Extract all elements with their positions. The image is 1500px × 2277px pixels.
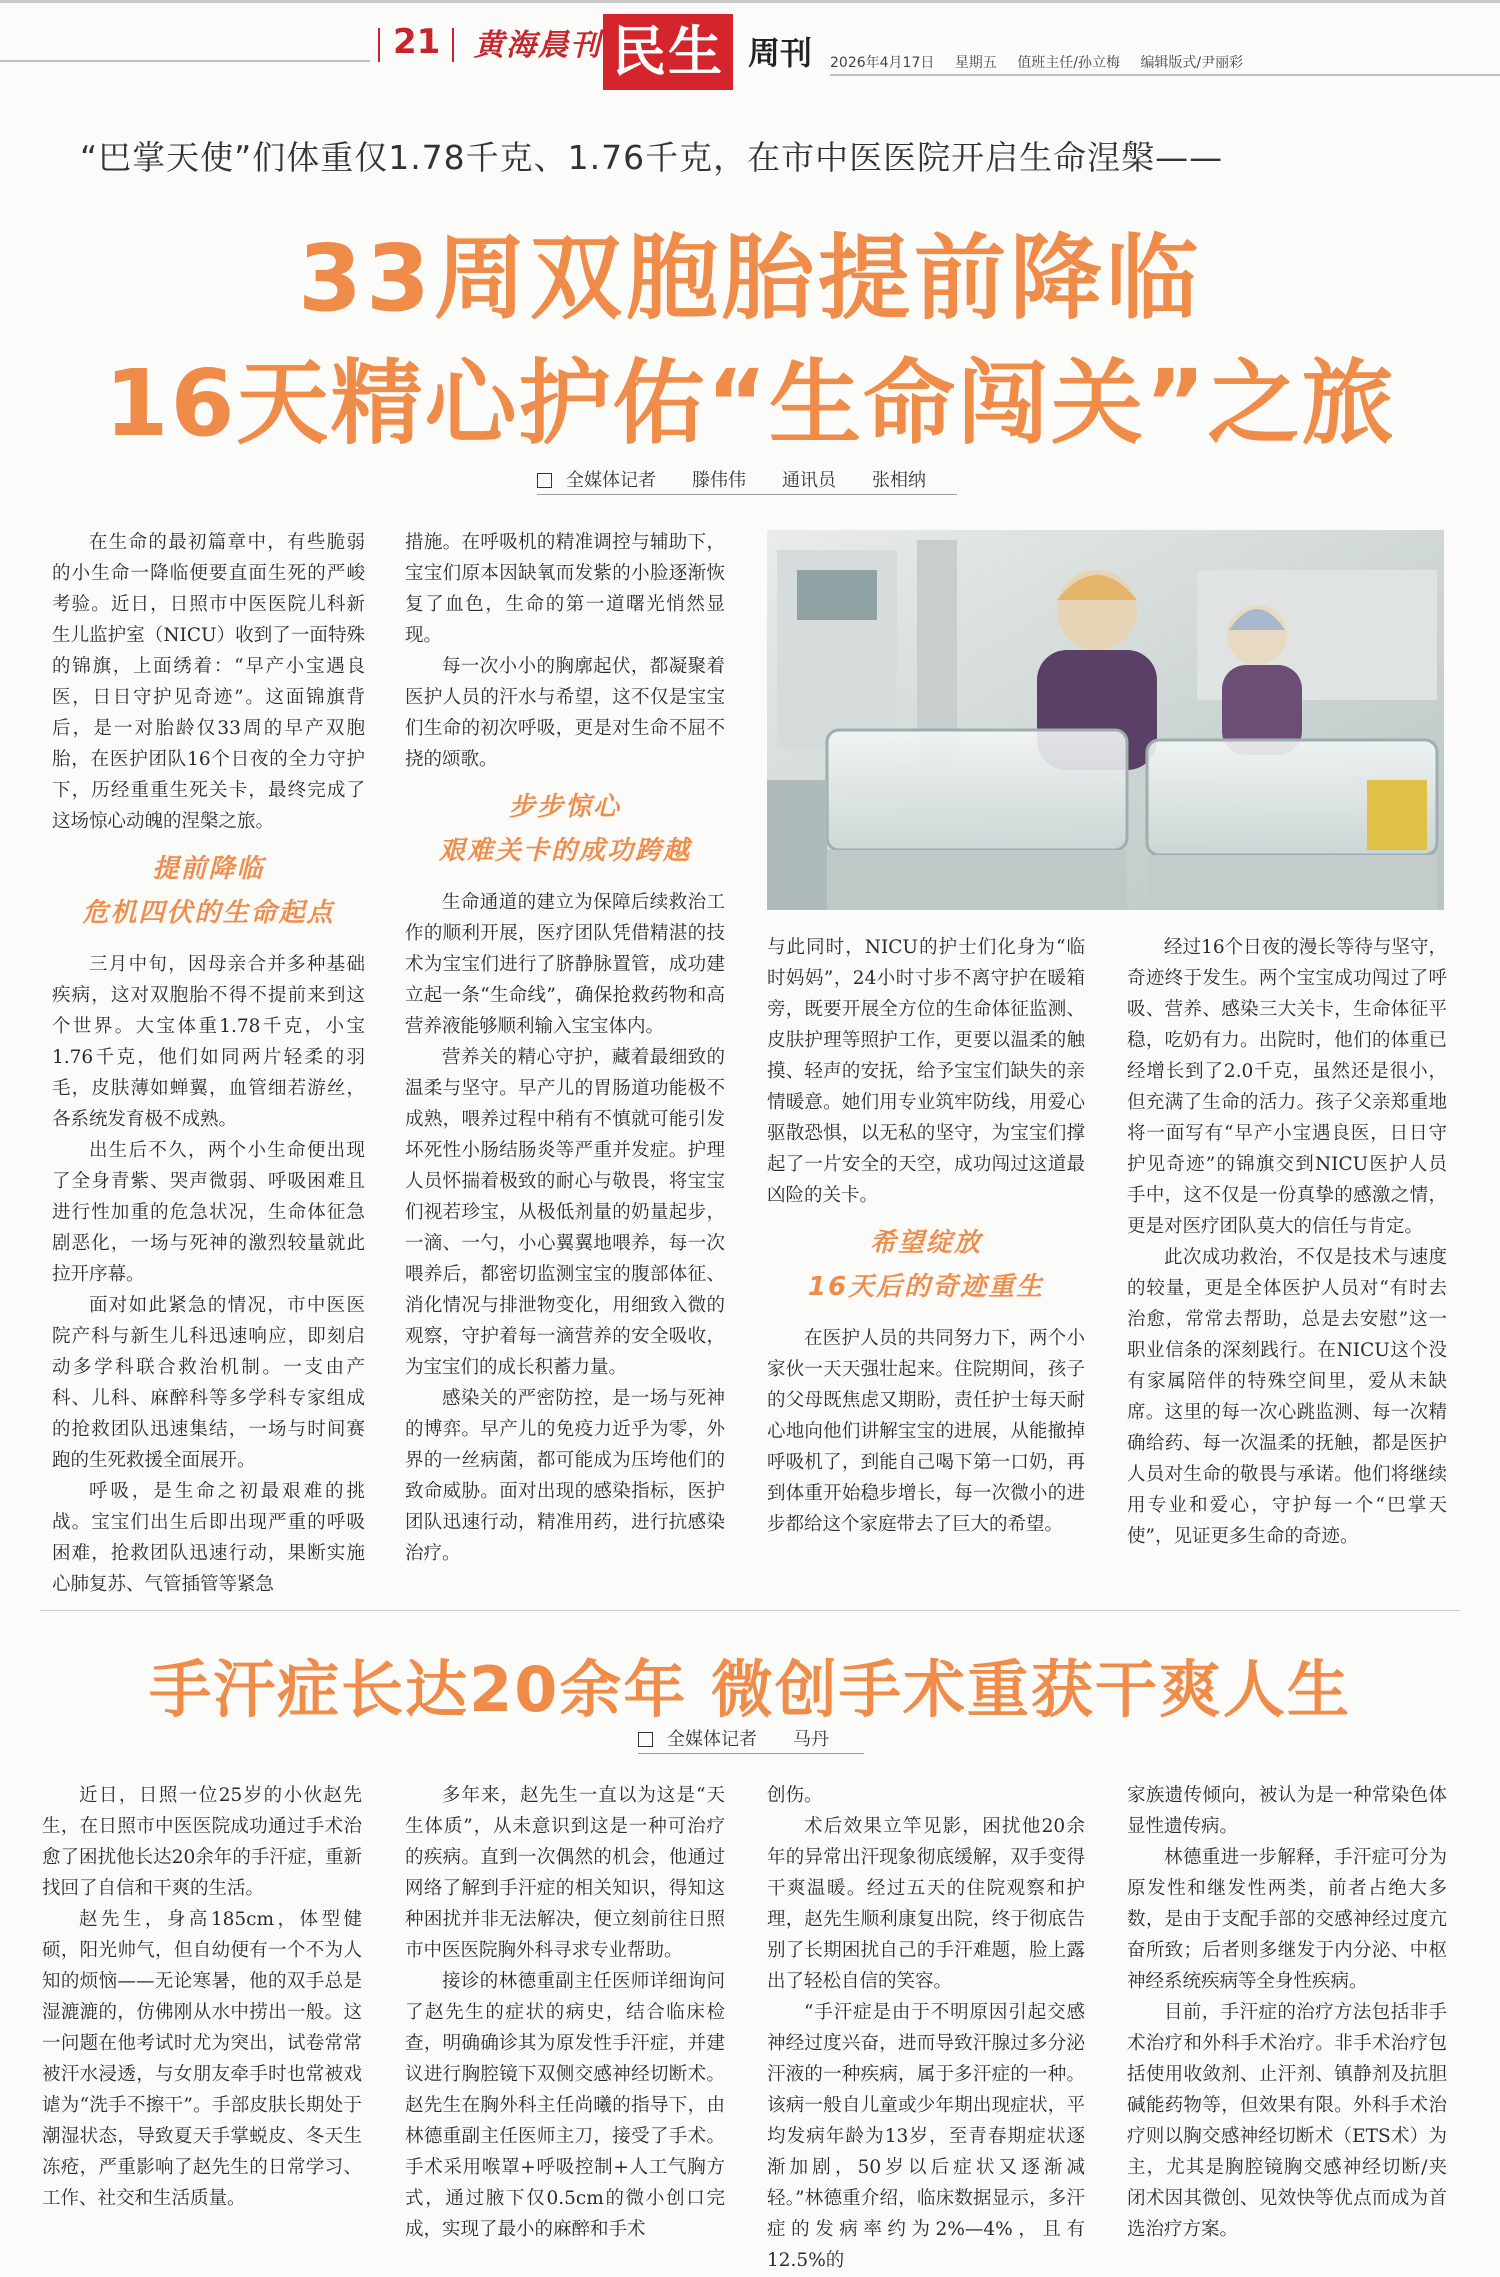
paragraph: 出生后不久，两个小生命便出现了全身青紫、哭声微弱、呼吸困难且进行性加重的危急状况，生命体征急剧恶化，一场与死神的激烈较量就此拉开序幕。	[52, 1140, 365, 1285]
nicu-photo	[767, 530, 1444, 910]
paragraph: “手汗症是由于不明原因引起交感神经过度兴奋，进而导致汗腺过多分泌汗液的一种疾病，属于多汗症的一种。该病一般自儿童或少年期出现症状，平均发病年龄为13岁，至青春期症状逐渐加剧，50岁以后症状又逐渐减轻。”林德重介绍，临床数据显示，多汗症的发病率约为2%—4%，且有12.5%的	[767, 2002, 1085, 2271]
top-rule	[0, 0, 1500, 3]
byline-underline	[537, 494, 957, 495]
article2-byline	[638, 1725, 829, 1751]
paragraph: 多年来，赵先生一直以为这是“天生体质”，从未意识到这是一种可治疗的疾病。直到一次偶然的机会，他通过网络了解到手汗症的相关知识，得知这种困扰并非无法解决，便立刻前往日照市中医医院胸外科寻求专业帮助。	[405, 1785, 725, 1961]
paragraph: 生命通道的建立为保障后续救治工作的顺利开展，医疗团队凭借精湛的技术为宝宝们进行了脐静脉置管，成功建立起一条“生命线”，确保抢救药物和高营养液能够顺利输入宝宝体内。	[405, 892, 725, 1037]
newspaper-name: 黄海晨刊	[474, 28, 602, 63]
masthead	[0, 0, 1500, 92]
issue-date: 2026年4月17日	[830, 55, 935, 71]
layout-editor: 编辑版式/尹丽彩	[1140, 55, 1244, 71]
paragraph: 每一次小小的胸廓起伏，都凝聚着医护人员的汗水与希望，这不仅是宝宝们生命的初次呼吸，更是对生命不屈不挠的颂歌。	[405, 656, 725, 770]
byline-name: 张相纳	[872, 470, 926, 491]
subheading	[767, 1221, 1085, 1309]
paragraph: 经过16个日夜的漫长等待与坚守，奇迹终于发生。两个宝宝成功闯过了呼吸、营养、感染三大关卡，生命体征平稳，吃奶有力。出院时，他们的体重已经增长到了2.0千克，虽然还是很小，但充满了生命的活力。孩子父亲郑重地将一面写有“早产小宝遇良医，日日守护见奇迹”的锦旗交到NICU医护人员手中，这不仅是一份真挚的感激之情，更是对医疗团队莫大的信任与肯定。	[1127, 937, 1447, 1237]
article1-headline-line2: 16天精心护佑“生命闯关”之旅	[104, 350, 1396, 457]
article2-column-1	[42, 1780, 362, 2214]
masthead-rule-left	[0, 60, 370, 62]
subheading-line: 危机四伏的生命起点	[82, 898, 335, 928]
paragraph: 此次成功救治，不仅是技术与速度的较量，更是全体医护人员对“有时去治愈，常常去帮助，总是去安慰”这一职业信条的深刻践行。在NICU这个没有家属陪伴的特殊空间里，爱从未缺席。这里的每一次心跳监测、每一次精确给药、每一次温柔的抚触，都是医护人员对生命的敬畏与承诺。他们将继续用专业和爱心，守护每一个“巴掌天使”，见证更多生命的奇迹。	[1127, 1247, 1447, 1547]
byline-role: 全媒体记者	[566, 470, 656, 491]
article1-column-3	[767, 932, 1085, 1540]
paragraph: 赵先生，身高185cm，体型健硕，阳光帅气，但自幼便有一个不为人知的烦恼——无论寒暑，他的双手总是湿漉漉的，仿佛刚从水中捞出一般。这一问题在他考试时尤为突出，试卷常常被汗水浸透，与女朋友牵手时也常被戏谑为“洗手不擦干”。手部皮肤长期处于潮湿状态，导致夏天手掌蜕皮、冬天生冻疮，严重影响了赵先生的日常学习、工作、社交和生活质量。	[42, 1909, 362, 2209]
paragraph: 家族遗传倾向，被认为是一种常染色体显性遗传病。	[1127, 1785, 1447, 1837]
byline-role: 通讯员	[782, 470, 836, 491]
subheading-line: 提前降临	[152, 854, 265, 884]
subheading-line: 希望绽放	[869, 1228, 982, 1258]
subheading	[405, 785, 725, 873]
subheading-line: 16天后的奇迹重生	[807, 1272, 1045, 1302]
article1-column-4	[1127, 932, 1447, 1552]
section-title: 民生	[603, 14, 733, 90]
byline-role: 全媒体记者	[667, 1729, 757, 1750]
article2-headline: 手汗症长达20余年 微创手术重获干爽人生	[149, 1653, 1351, 1726]
section-subtitle: 周刊	[748, 34, 813, 72]
duty-editor: 值班主任/孙立梅	[1017, 55, 1120, 71]
article1-column-2	[405, 527, 725, 1569]
article-divider	[40, 1610, 1460, 1611]
paragraph: 感染关的严密防控，是一场与死神的博弈。早产儿的免疫力近乎为零，外界的一丝病菌，都可能成为压垮他们的致命威胁。面对出现的感染指标，医护团队迅速行动，精准用药，进行抗感染治疗。	[405, 1388, 725, 1564]
paragraph: 呼吸，是生命之初最艰难的挑战。宝宝们出生后即出现严重的呼吸困难，抢救团队迅速行动，果断实施心肺复苏、气管插管等紧急	[52, 1481, 365, 1595]
paragraph: 三月中旬，因母亲合并多种基础疾病，这对双胞胎不得不提前来到这个世界。大宝体重1.78千克，小宝1.76千克，他们如同两片轻柔的羽毛，皮肤薄如蝉翼，血管细若游丝，各系统发育极不成熟。	[52, 954, 365, 1130]
subheading-line: 艰难关卡的成功跨越	[438, 836, 691, 866]
article2-column-3	[767, 1780, 1085, 2276]
article2-column-2	[405, 1780, 725, 2245]
paragraph: 创伤。	[767, 1785, 823, 1806]
article1-headline-line1: 33周双胞胎提前降临	[297, 225, 1203, 332]
page-number-bar	[452, 28, 454, 62]
subheading-line: 步步惊心	[508, 792, 621, 822]
paragraph: 营养关的精心守护，藏着最细致的温柔与坚守。早产儿的胃肠道功能极不成熟，喂养过程中稍有不慎就可能引发坏死性小肠结肠炎等严重并发症。护理人员怀揣着极致的耐心与敬畏，将宝宝们视若珍宝，从极低剂量的奶量起步，一滴、一勺，小心翼翼地喂养，每一次喂养后，都密切监测宝宝的腹部体征、消化情况与排泄物变化，用细致入微的观察，守护着每一滴营养的安全吸收，为宝宝们的成长积蓄力量。	[405, 1047, 725, 1378]
paragraph: 面对如此紧急的情况，市中医医院产科与新生儿科迅速响应，即刻启动多学科联合救治机制。一支由产科、儿科、麻醉科等多学科专家组成的抢救团队迅速集结，一场与时间赛跑的生死救援全面展开。	[52, 1295, 365, 1471]
article1-kicker: “巴掌天使”们体重仅1.78千克、1.76千克，在市中医医院开启生命涅槃——	[80, 138, 1224, 177]
paragraph: 林德重进一步解释，手汗症可分为原发性和继发性两类，前者占绝大多数，是由于支配手部的交感神经过度亢奋所致；后者则多继发于内分泌、中枢神经系统疾病等全身性疾病。	[1127, 1847, 1447, 1992]
nicu-photo-illustration	[767, 530, 1444, 910]
issue-info	[830, 52, 1259, 72]
byline-name: 马丹	[793, 1729, 829, 1750]
byline-square-icon	[537, 473, 552, 488]
masthead-rule-right	[830, 74, 1500, 76]
issue-weekday: 星期五	[954, 55, 997, 71]
paragraph: 在医护人员的共同努力下，两个小家伙一天天强壮起来。住院期间，孩子的父母既焦虑又期盼，责任护士每天耐心地向他们讲解宝宝的进展，从能撤掉呼吸机了，到能自己喝下第一口奶，再到体重开始稳步增长，每一次微小的进步都给这个家庭带去了巨大的希望。	[767, 1328, 1085, 1535]
page-number-bar	[378, 28, 380, 62]
article2-column-4	[1127, 1780, 1447, 2245]
byline-underline	[638, 1753, 864, 1754]
paragraph: 措施。在呼吸机的精准调控与辅助下，宝宝们原本因缺氧而发紫的小脸逐渐恢复了血色，生命的第一道曙光悄然显现。	[405, 532, 725, 646]
page-number: 21	[393, 22, 441, 62]
article1-column-1	[52, 527, 365, 1600]
paragraph: 术后效果立竿见影，困扰他20余年的异常出汗现象彻底缓解，双手变得干爽温暖。经过五天的住院观察和护理，赵先生顺利康复出院，终于彻底告别了长期困扰自己的手汗难题，脸上露出了轻松自信的笑容。	[767, 1816, 1085, 1992]
byline-square-icon	[638, 1732, 653, 1747]
paragraph: 近日，日照一位25岁的小伙赵先生，在日照市中医医院成功通过手术治愈了困扰他长达20余年的手汗症，重新找回了自信和干爽的生活。	[42, 1785, 362, 1899]
paragraph: 目前，手汗症的治疗方法包括非手术治疗和外科手术治疗。非手术治疗包括使用收敛剂、止汗剂、镇静剂及抗胆碱能药物等，但效果有限。外科手术治疗则以胸交感神经切断术（ETS术）为主，尤其是胸腔镜胸交感神经切断/夹闭术因其微创、见效快等优点而成为首选治疗方案。	[1127, 2002, 1447, 2240]
paragraph: 在生命的最初篇章中，有些脆弱的小生命一降临便要直面生死的严峻考验。近日，日照市中医医院儿科新生儿监护室（NICU）收到了一面特殊的锦旗，上面绣着：“早产小宝遇良医，日日守护见奇迹”。这面锦旗背后，是一对胎龄仅33周的早产双胞胎，在医护团队16个日夜的全力守护下，历经重重生死关卡，最终完成了这场惊心动魄的涅槃之旅。	[52, 532, 365, 832]
byline-name: 滕伟伟	[692, 470, 746, 491]
subheading	[52, 847, 365, 935]
paragraph: 与此同时，NICU的护士们化身为“临时妈妈”，24小时寸步不离守护在暖箱旁，既要开展全方位的生命体征监测、皮肤护理等照护工作，更要以温柔的触摸、轻声的安抚，给予宝宝们缺失的亲情暖意。她们用专业筑牢防线，用爱心驱散恐惧，以无私的坚守，为宝宝们撑起了一片安全的天空，成功闯过这道最凶险的关卡。	[767, 937, 1085, 1206]
paragraph: 接诊的林德重副主任医师详细询问了赵先生的症状的病史，结合临床检查，明确确诊其为原发性手汗症，并建议进行胸腔镜下双侧交感神经切断术。赵先生在胸外科主任尚曦的指导下，由林德重副主任医师主刀，接受了手术。手术采用喉罩+呼吸控制+人工气胸方式，通过腋下仅0.5cm的微小创口完成，实现了最小的麻醉和手术	[405, 1971, 725, 2240]
article1-byline	[537, 466, 926, 492]
